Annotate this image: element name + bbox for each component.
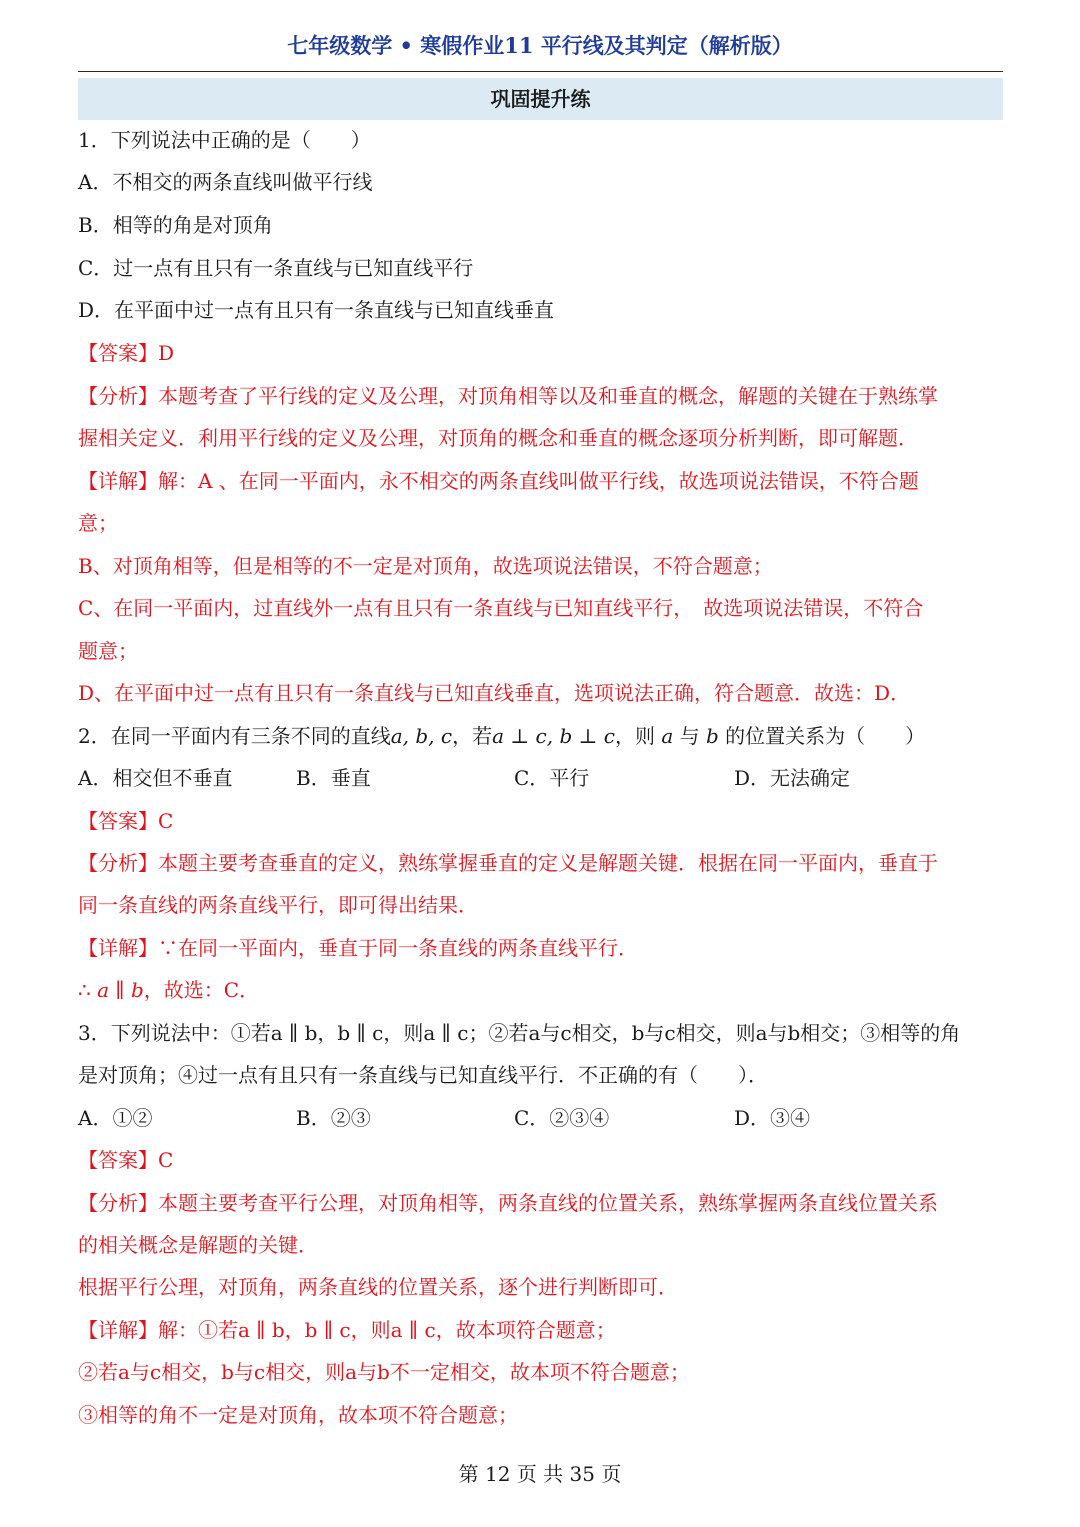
q1-analysis-line-1 [78, 380, 938, 412]
q1-detail-line-6: D、在平面中过一点有且只有一条直线与已知直线垂直，选项说法正确，符合题意．故选：D． [78, 681, 911, 705]
q2-math: a ∥ b [97, 978, 144, 1002]
answer-tag: 【答案】 [78, 809, 158, 833]
q3-detail-line-1 [78, 1314, 616, 1346]
q2-option-d: D．无法确定 [734, 766, 851, 790]
answer-value: D [158, 341, 175, 365]
q2-stem [78, 720, 925, 752]
q2-detail-line-2 [78, 974, 259, 1006]
q1-stem: 1．下列说法中正确的是（ ） [78, 128, 371, 152]
q2-answer [78, 805, 173, 837]
section-title: 巩固提升练 [78, 78, 1003, 120]
analysis-text: 本题主要考查垂直的定义，熟练掌握垂直的定义是解题关键．根据在同一平面内，垂直于 [158, 851, 938, 875]
page-number: 第 12 页 共 35 页 [458, 1462, 622, 1486]
q2-math: a [661, 724, 674, 748]
q2-analysis-line-2: 同一条直线的两条直线平行，即可得出结果． [78, 893, 478, 917]
q2-option-a: A．相交但不垂直 [78, 766, 233, 790]
q2-stem-part: ，则 [614, 724, 662, 748]
q2-math: a, b, c [390, 724, 453, 748]
document-header-title: 七年级数学 • 寒假作业11 平行线及其判定（解析版） [287, 33, 793, 58]
detail-text: ∴ [78, 978, 98, 1002]
q2-math: b [706, 724, 719, 748]
q1-detail-line-3: B、对顶角相等，但是相等的不一定是对顶角，故选项说法错误，不符合题意； [78, 554, 773, 578]
q2-stem-part: ，若 [452, 724, 493, 748]
q3-analysis-line-3: 根据平行公理，对顶角，两条直线的位置关系，逐个进行判断即可． [78, 1275, 678, 1299]
detail-text: ∵在同一平面内，垂直于同一条直线的两条直线平行． [158, 936, 638, 960]
q3-analysis-line-1 [78, 1187, 938, 1219]
answer-value: C [158, 1148, 174, 1172]
answer-tag: 【答案】 [78, 341, 158, 365]
analysis-tag: 【分析】 [78, 851, 158, 875]
q2-analysis-line-1 [78, 847, 938, 879]
q2-stem-part: 的位置关系为（ ） [718, 724, 926, 748]
detail-tag: 【详解】 [78, 469, 158, 493]
analysis-tag: 【分析】 [78, 1191, 158, 1215]
q2-option-c: C．平行 [514, 766, 590, 790]
q3-detail-line-3: ③相等的角不一定是对顶角，故本项不符合题意； [78, 1403, 518, 1427]
q3-option-c: C．②③④ [514, 1106, 610, 1130]
q3-analysis-line-2: 的相关概念是解题的关键． [78, 1233, 318, 1257]
q2-detail-line-1 [78, 932, 638, 964]
q2-option-b: B．垂直 [296, 766, 371, 790]
analysis-text: 本题考查了平行线的定义及公理，对顶角相等以及和垂直的概念，解题的关键在于熟练掌 [158, 384, 938, 408]
q1-option-d: D．在平面中过一点有且只有一条直线与已知直线垂直 [78, 298, 555, 322]
q2-stem-part: 2．在同一平面内有三条不同的直线 [78, 724, 391, 748]
q3-answer [78, 1144, 173, 1176]
q1-option-b: B．相等的角是对顶角 [78, 213, 273, 237]
answer-tag: 【答案】 [78, 1148, 158, 1172]
analysis-text: 本题主要考查平行公理，对顶角相等，两条直线的位置关系，熟练掌握两条直线位置关系 [158, 1191, 938, 1215]
detail-tag: 【详解】 [78, 1318, 158, 1342]
detail-text: ，故选：C． [143, 978, 260, 1002]
answer-value: C [158, 809, 174, 833]
q1-detail-line-5: 题意； [78, 639, 138, 663]
q1-detail-line-2: 意； [78, 511, 118, 535]
q1-answer [78, 337, 174, 369]
analysis-tag: 【分析】 [78, 384, 158, 408]
q3-stem-line-2: 是对顶角；④过一点有且只有一条直线与已知直线平行．不正确的有（ ）． [78, 1063, 768, 1087]
q2-math: a ⊥ c, b ⊥ c [492, 724, 615, 748]
header-divider [78, 71, 1003, 72]
q3-option-a: A．①② [78, 1106, 153, 1130]
q3-detail-line-2: ②若a与c相交，b与c相交，则a与b不一定相交，故本项不符合题意； [78, 1360, 690, 1384]
detail-tag: 【详解】 [78, 936, 158, 960]
detail-text: 解：A 、在同一平面内，永不相交的两条直线叫做平行线，故选项说法错误，不符合题 [158, 469, 919, 493]
q1-option-a: A．不相交的两条直线叫做平行线 [78, 170, 373, 194]
q1-detail-line-1 [78, 465, 919, 497]
q1-detail-line-4: C、在同一平面内，过直线外一点有且只有一条直线与已知直线平行， 故选项说法错误，不符合 [78, 596, 924, 620]
detail-text: 解：①若a ∥ b，b ∥ c，则a ∥ c，故本项符合题意； [158, 1318, 616, 1342]
q2-stem-part: 与 [673, 724, 706, 748]
q3-option-d: D．③④ [734, 1106, 811, 1130]
q3-option-b: B．②③ [296, 1106, 371, 1130]
q1-option-c: C．过一点有且只有一条直线与已知直线平行 [78, 256, 474, 280]
q3-stem-line-1: 3．下列说法中：①若a ∥ b，b ∥ c，则a ∥ c；②若a与c相交，b与c相交，则a与b相交；③相等的角 [78, 1021, 961, 1045]
q1-analysis-line-2: 握相关定义．利用平行线的定义及公理，对顶角的概念和垂直的概念逐项分析判断，即可解题． [78, 426, 918, 450]
